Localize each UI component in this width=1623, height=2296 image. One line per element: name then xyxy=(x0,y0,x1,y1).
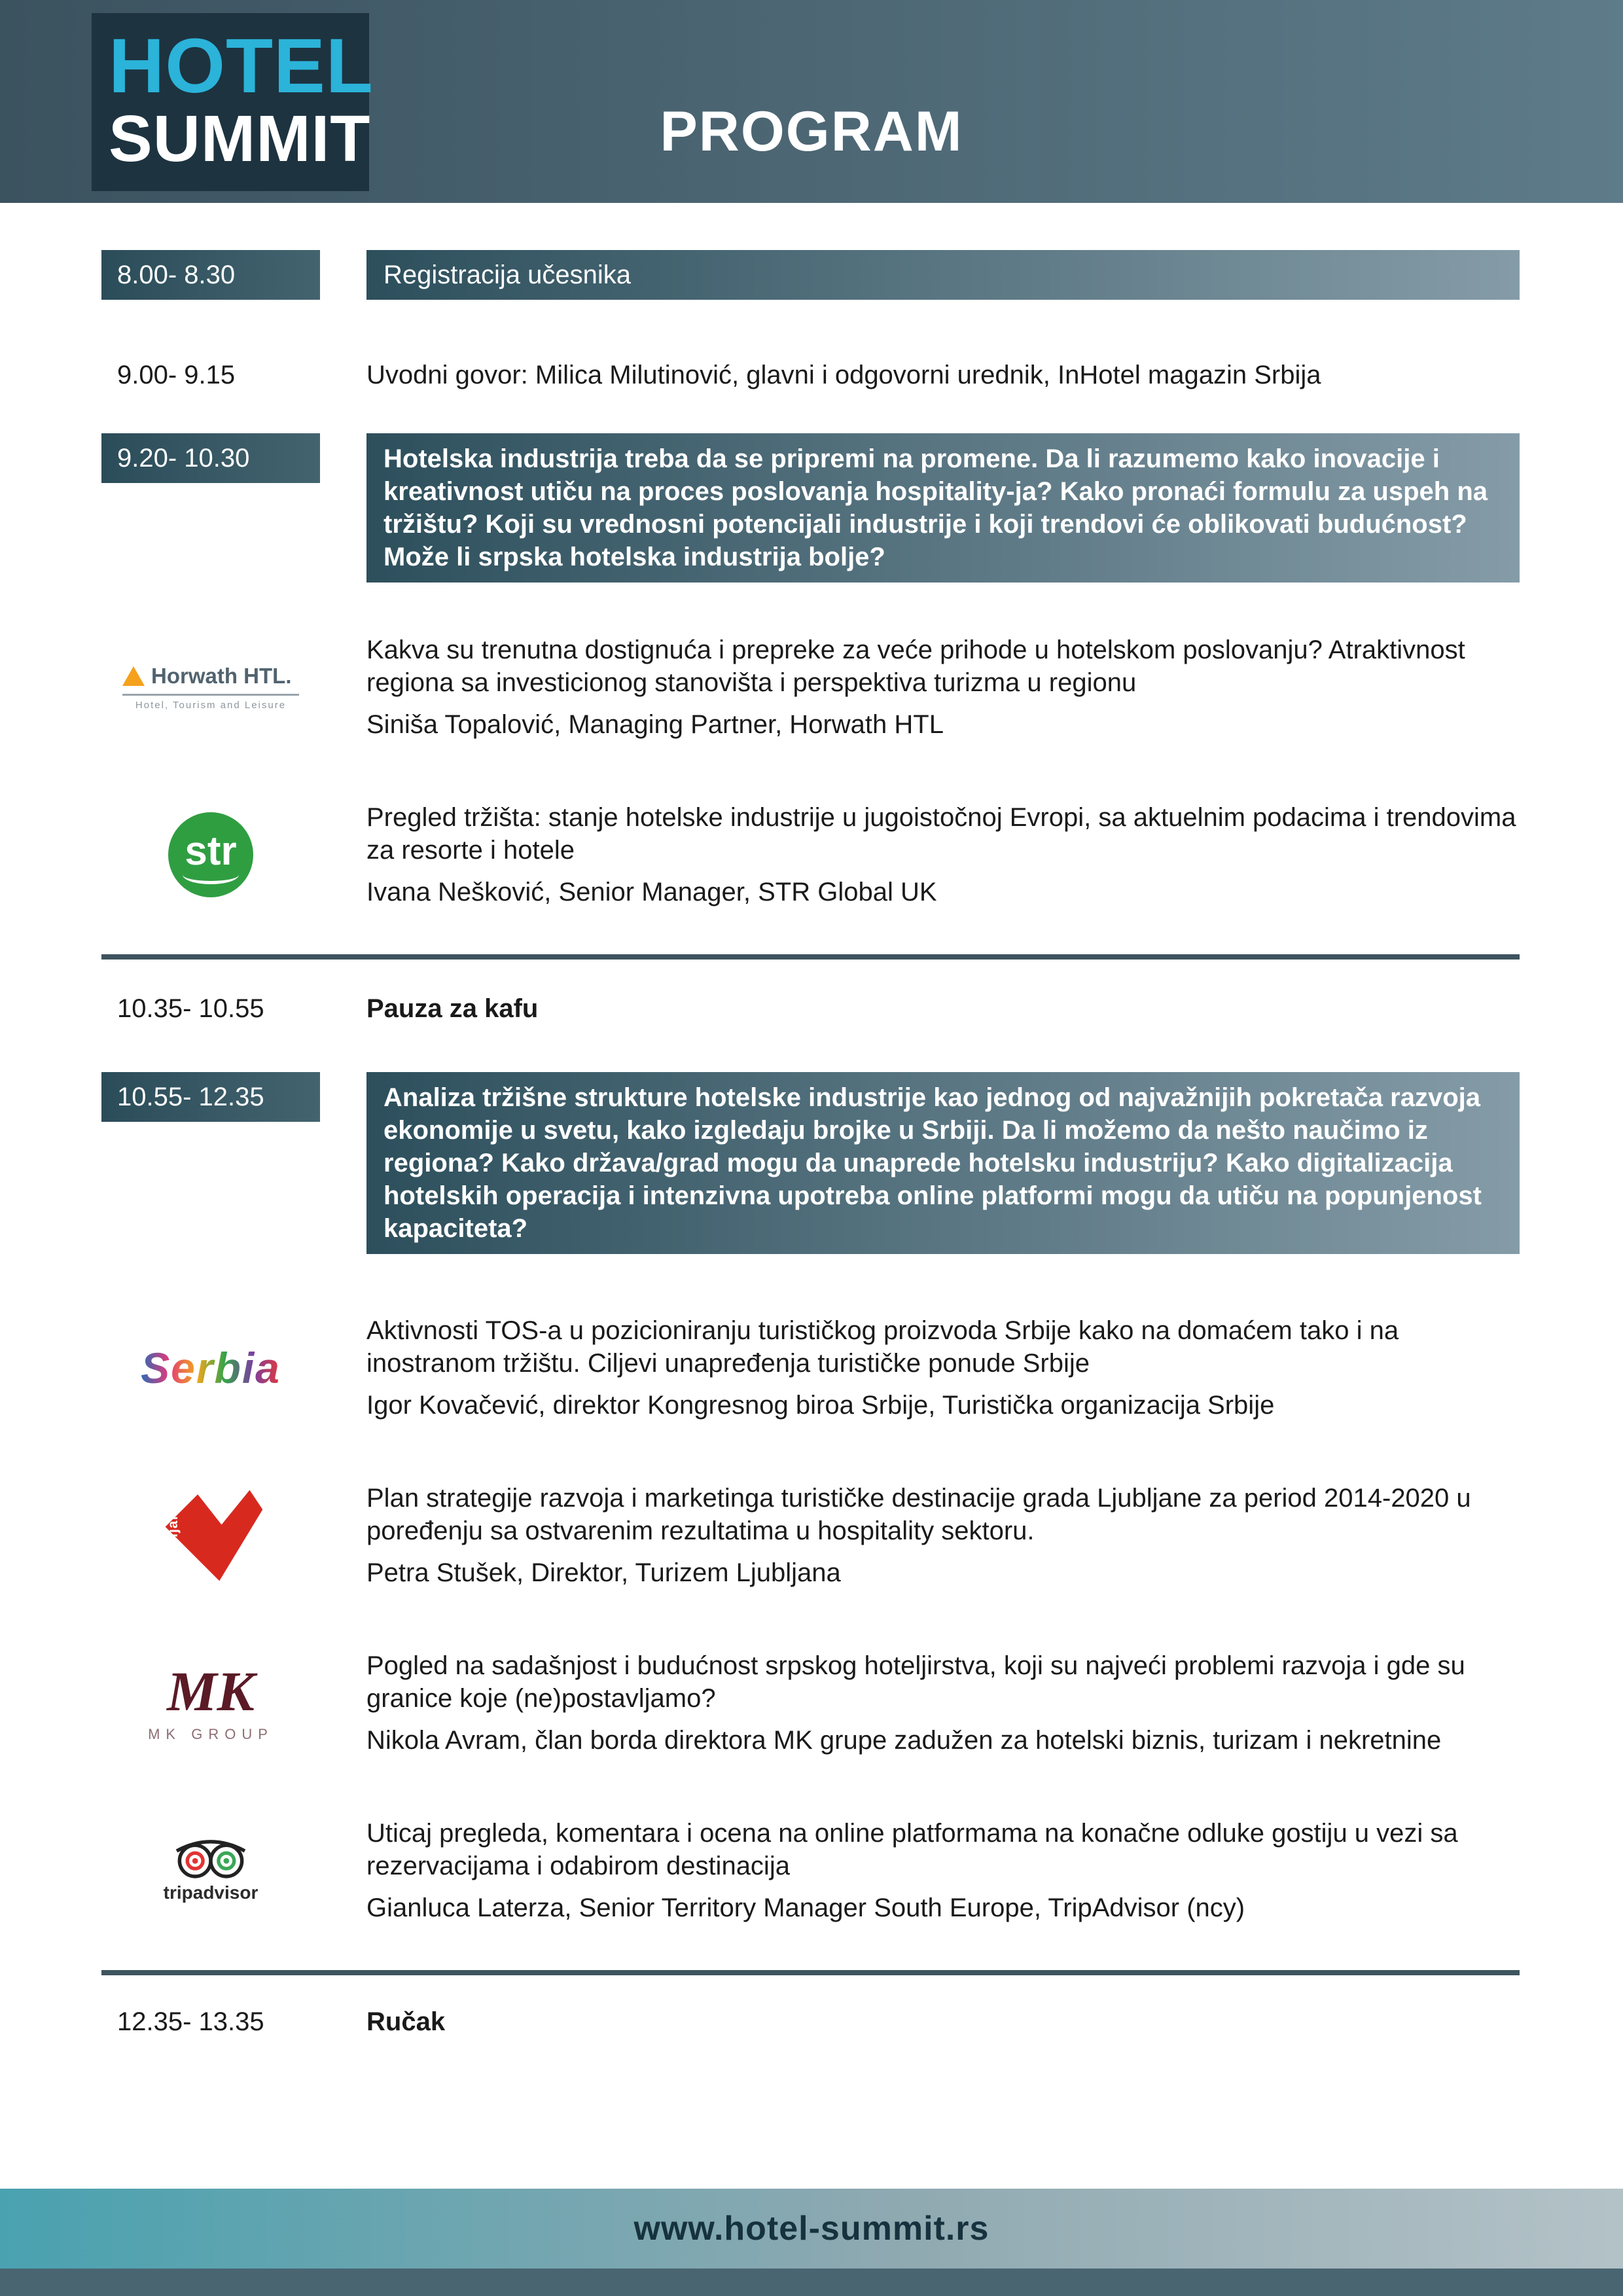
session-title: Plan strategije razvoja i marketinga turističke destinacije grada Ljubljane za period 2014-2020 u poređenju sa ostvarenim rezultatima u hospitality sektoru. xyxy=(366,1484,1471,1545)
horwath-logo-rule xyxy=(122,694,299,696)
session-speaker: Gianluca Laterza, Senior Territory Manager South Europe, TripAdvisor (ncy) xyxy=(366,1893,1245,1922)
time-badge: 10.55- 12.35 xyxy=(101,1072,320,1122)
session-tos-serbia xyxy=(0,1314,1623,1422)
time-label: 12.35- 13.35 xyxy=(117,2007,264,2036)
serbia-tourism-logo: Serbia xyxy=(141,1344,281,1392)
footer-strip xyxy=(0,2269,1623,2296)
session-tripadvisor xyxy=(0,1817,1623,1924)
website-link[interactable]: www.hotel-summit.rs xyxy=(633,2210,990,2248)
registration-bar: Registracija učesnika xyxy=(366,250,1520,300)
tripadvisor-logo-text: tripadvisor xyxy=(163,1882,259,1903)
time-label: 10.35- 10.55 xyxy=(117,994,264,1023)
page-title: PROGRAM xyxy=(660,100,963,163)
tripadvisor-owl-icon xyxy=(168,1838,253,1881)
session-title: Kakva su trenutna dostignuća i prepreke za veće prihode u hotelskom poslovanju? Atraktivnost regiona sa investicionog stanovišta i perspektiva turizma u regionu xyxy=(366,636,1465,697)
session-logo-col xyxy=(101,812,320,897)
time-badge: 9.20- 10.30 xyxy=(101,433,320,483)
session-speaker: Petra Stušek, Direktor, Turizem Ljubljana xyxy=(366,1558,841,1587)
session-title: Uticaj pregleda, komentara i ocena na online platformama na konačne odluke gostiju u vezi sa rezervacijama i odabirom destinacija xyxy=(366,1819,1458,1880)
ljubljana-logo xyxy=(155,1486,266,1585)
session-mk-group xyxy=(0,1649,1623,1757)
session-logo-col xyxy=(101,1660,320,1743)
str-logo xyxy=(168,812,253,897)
schedule-row-block2 xyxy=(0,1072,1623,1254)
session-title: Aktivnosti TOS-a u pozicioniranju turističkog proizvoda Srbije kako na domaćem tako i na inostranom tržištu. Ciljevi unapređenja turističke ponude Srbije xyxy=(366,1316,1399,1378)
session-logo-col xyxy=(101,664,320,711)
horwath-triangle-icon xyxy=(122,666,145,686)
header xyxy=(0,0,1623,203)
session-logo-col xyxy=(101,1343,320,1393)
tripadvisor-logo xyxy=(152,1838,270,1903)
session-str xyxy=(0,801,1623,908)
session-ljubljana xyxy=(0,1482,1623,1589)
block2-description: Analiza tržišne strukture hotelske industrije kao jednog od najvažnijih pokretača razvoja ekonomije u svetu, kako izgledaju brojke u Srbiji. Da li možemo da nešto naučimo iz regiona? Kako država/grad mogu da unaprede hotelsku industriju? Kako digitalizacija hotelskih operacija i intenzivna upotreba online platformi mogu da utiču na popunjenost kapaciteta? xyxy=(366,1072,1520,1254)
mk-logo-subtext: MK GROUP xyxy=(148,1726,274,1742)
block1-description: Hotelska industrija treba da se pripremi na promene. Da li razumemo kako inovacije i kreativnost utiču na proces poslovanja hospitality-ja? Kako pronaći formulu za uspeh na tržištu? Koji su vrednosni potencijali industrije i koji trendovi će oblikovati budućnost? Može li srpska hotelska industrija bolje? xyxy=(366,433,1520,583)
logo-word-hotel: HOTEL xyxy=(109,23,374,109)
schedule-row-block1 xyxy=(0,433,1623,583)
session-logo-col xyxy=(101,1486,320,1585)
horwath-logo-tagline: Hotel, Tourism and Leisure xyxy=(135,700,287,711)
footer-band xyxy=(0,2189,1623,2269)
footer xyxy=(0,2189,1623,2296)
session-logo-col xyxy=(101,1838,320,1903)
hotel-summit-logo xyxy=(92,13,374,191)
session-horwath xyxy=(0,634,1623,741)
schedule xyxy=(0,203,1623,2189)
mk-group-logo xyxy=(148,1660,274,1743)
schedule-row-coffee xyxy=(0,992,1623,1025)
opening-text: Uvodni govor: Milica Milutinović, glavni i odgovorni urednik, InHotel magazin Srbija xyxy=(366,361,1321,389)
session-speaker: Igor Kovačević, direktor Kongresnog biroa Srbije, Turistička organizacija Srbije xyxy=(366,1391,1275,1420)
mk-logo-mark: MK xyxy=(167,1660,255,1723)
horwath-logo-text: Horwath HTL. xyxy=(151,664,292,688)
time-badge: 8.00- 8.30 xyxy=(101,250,320,300)
schedule-row-opening xyxy=(0,359,1623,391)
session-speaker: Ivana Nešković, Senior Manager, STR Global UK xyxy=(366,878,937,906)
session-title: Pogled na sadašnjost i budućnost srpskog hoteljirstva, koji su najveći problemi razvoja i gde su granice koje (ne)postavljamo? xyxy=(366,1651,1465,1713)
session-speaker: Nikola Avram, član borda direktora MK grupe zadužen za hotelski biznis, turizam i nekretnine xyxy=(366,1726,1442,1755)
time-label: 9.00- 9.15 xyxy=(117,361,236,389)
logo-word-summit: SUMMIT xyxy=(109,102,371,175)
section-divider xyxy=(101,954,1520,960)
section-divider xyxy=(101,1970,1520,1975)
schedule-row-lunch xyxy=(0,2005,1623,2038)
session-speaker: Siniša Topalović, Managing Partner, Horwath HTL xyxy=(366,710,944,739)
schedule-row-registration xyxy=(0,250,1623,300)
str-logo-text: str xyxy=(185,828,237,874)
coffee-text: Pauza za kafu xyxy=(366,994,539,1023)
session-title: Pregled tržišta: stanje hotelske industrije u jugoistočnoj Evropi, sa aktuelnim podacima i trendovima za resorte i hotele xyxy=(366,803,1516,865)
lunch-text: Ručak xyxy=(366,2007,446,2036)
ljubljana-logo-text: Ljubljana xyxy=(166,1503,181,1570)
horwath-htl-logo xyxy=(122,664,299,711)
